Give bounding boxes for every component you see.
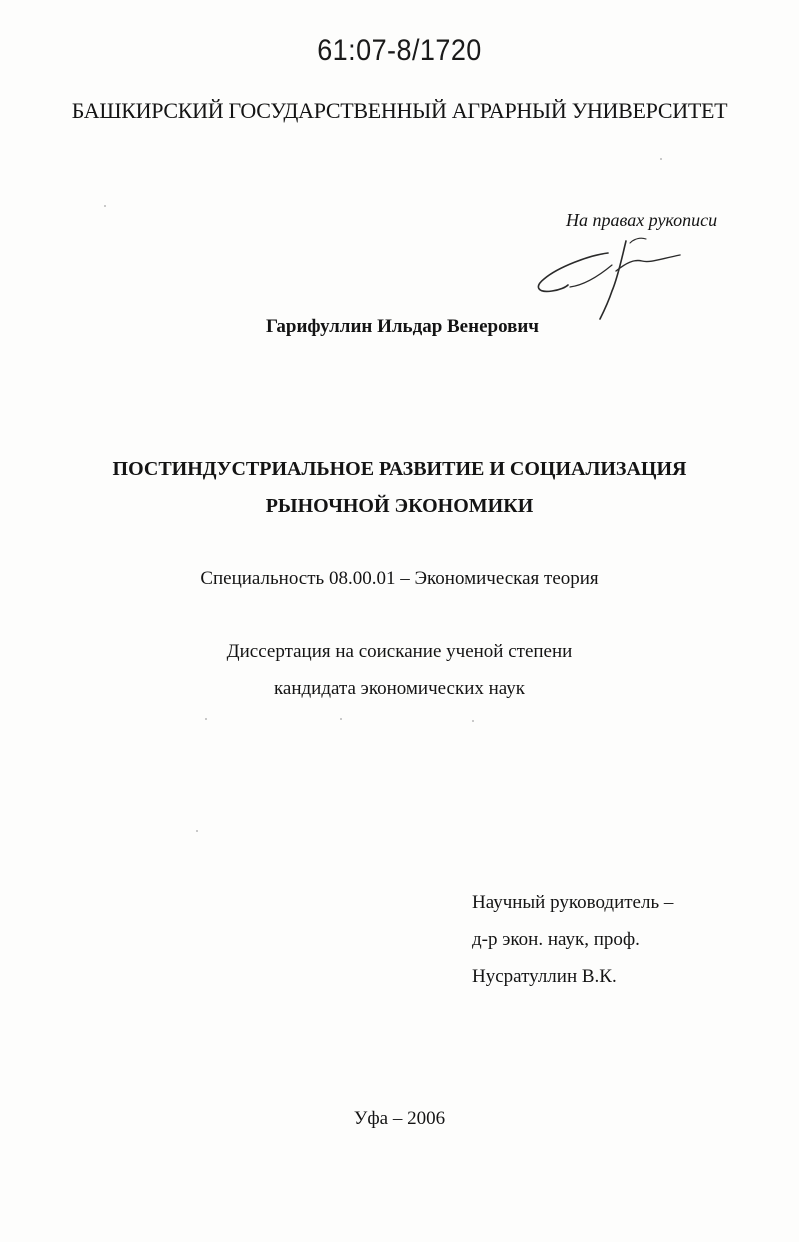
archive-stamp-number: 61:07-8/1720	[317, 34, 482, 67]
supervisor-degree: д-р экон. наук, проф.	[472, 929, 640, 950]
scan-speck	[205, 718, 207, 720]
scan-speck	[660, 158, 662, 160]
manuscript-note: На правах рукописи	[566, 210, 718, 230]
supervisor-name: Нусратуллин В.К.	[472, 966, 617, 987]
scan-speck	[340, 718, 342, 720]
scan-speck	[104, 205, 106, 207]
specialty-line: Специальность 08.00.01 – Экономическая теория	[200, 568, 599, 589]
handwritten-signature	[530, 235, 690, 325]
supervisor-role: Научный руководитель –	[472, 892, 674, 913]
scan-speck	[472, 720, 474, 722]
degree-line-1: Диссертация на соискание ученой степени	[226, 641, 573, 662]
scan-speck	[196, 830, 198, 832]
author-name: Гарифуллин Ильдар Венерович	[266, 316, 540, 337]
dissertation-title-line-1: ПОСТИНДУСТРИАЛЬНОЕ РАЗВИТИЕ И СОЦИАЛИЗАЦИЯ	[112, 458, 687, 480]
degree-line-2: кандидата экономических наук	[273, 678, 526, 699]
city-year: Уфа – 2006	[353, 1108, 446, 1129]
university-name: БАШКИРСКИЙ ГОСУДАРСТВЕННЫЙ АГРАРНЫЙ УНИВЕРСИТЕТ	[71, 98, 728, 123]
dissertation-title-line-2: РЫНОЧНОЙ ЭКОНОМИКИ	[265, 495, 534, 517]
